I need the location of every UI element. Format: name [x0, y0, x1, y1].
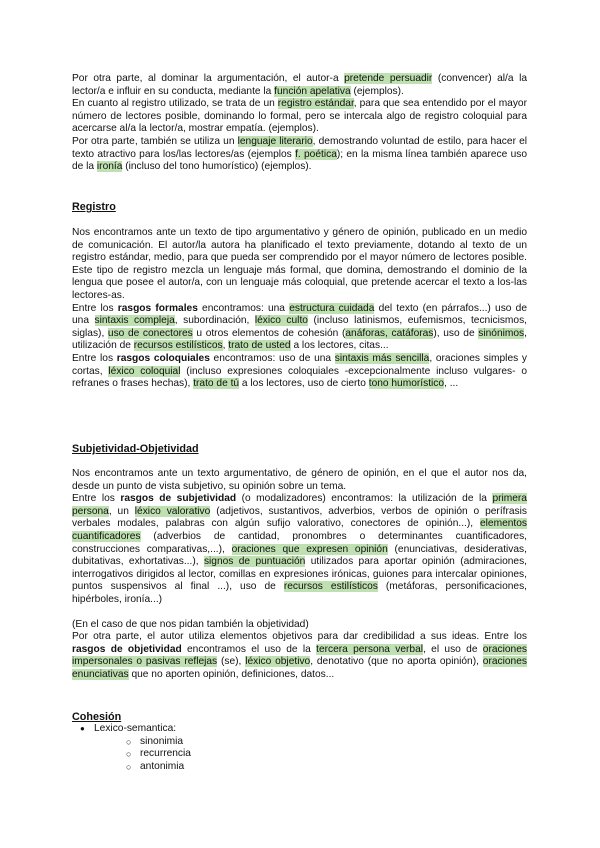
- list-item: ○ sinonimia: [94, 736, 527, 749]
- intro-paragraph-1: Por otra parte, al dominar la argumentación, el autor-a pretende persuadir (convencer) al/a la lector/a e influir en su conducta, mediante la función apelativa (ejemplos).: [72, 73, 527, 97]
- subjetividad-paragraph-3: (En el caso de que nos pidan también la objetividad): [72, 618, 309, 630]
- subjetividad-paragraph-1: Nos encontramos ante un texto argumentativo, de género de opinión, en el que el autor nos da, desde un punto de vista subjetivo, su opinión sobre un tema.: [72, 468, 527, 492]
- subjetividad-heading: Subjetividad-Objetividad: [72, 443, 199, 455]
- intro-paragraph-3: Por otra parte, también se utiliza un lenguaje literario, demostrando voluntad de estilo, para hacer el texto atractivo para los/las lectores/as (ejemplos f. poética); en la misma línea también aparece uso de la ironía (incluso del tono humorístico) (ejemplos).: [72, 135, 528, 173]
- registro-section: [72, 227, 527, 391]
- registro-paragraph-2: Entre los rasgos formales encontramos: una estructura cuidada del texto (en párrafos...) uso de una sintaxis compleja, subordinación, léxico culto (incluso latinismos, eufemismos, tecnicismos, siglas), uso de conectores u otros elementos de cohesión (anáforas, catáforas), uso de sinónimos, utilización de recursos estilísticos, trato de usted a los lectores, citas...: [72, 302, 527, 352]
- cohesion-list: [72, 723, 527, 773]
- registro-paragraph-3: Entre los rasgos coloquiales encontramos: uso de una sintaxis más sencilla, oraciones simples y cortas, léxico coloquial (incluso expresiones coloquiales -excepcionalmente incluso vulgares- o refranes o frases hechas), trato de tú a los lectores, uso de cierto tono humorístico, ...: [72, 352, 528, 390]
- subjetividad-section: [72, 468, 527, 682]
- list-item: ● Lexico-semantica: ○ sinonimia ○ recurrencia ○ antonimia: [72, 723, 527, 773]
- intro-paragraph-2: En cuanto al registro utilizado, se trata de un registro estándar, para que sea entendido por el mayor número de lectores posible, dominando lo formal, pero se intercala algo de registro coloquial para acercarse al/a la lector/a, mostrar empatía. (ejemplos).: [72, 98, 527, 135]
- subjetividad-paragraph-4: Por otra parte, el autor utiliza elementos objetivos para dar credibilidad a sus ideas. Entre los rasgos de objetividad encontramos el uso de la tercera persona verbal, el uso de oraciones impersonales o pasivas reflejas (se), léxico objetivo, denotativo (que no aporta opinión), oraciones enunciativas que no aporten opinión, definiciones, datos...: [72, 631, 527, 680]
- cohesion-heading: Cohesión: [72, 711, 122, 723]
- cohesion-section: [72, 723, 527, 773]
- intro-section: [72, 73, 527, 174]
- list-item: ○ recurrencia: [94, 748, 527, 761]
- cohesion-sublist: [94, 736, 527, 774]
- list-item: ○ antonimia: [94, 761, 527, 774]
- registro-paragraph-1: Nos encontramos ante un texto de tipo argumentativo y género de opinión, publicado en un medio de comunicación. El autor/la autora ha planificado el texto previamente, dotando al texto de un registro estándar, medio, para que pueda ser comprendido por el mayor número de lectores posible. Este tipo de registro mezcla un lenguaje más formal, que domina, demostrando el dominio de la lengua que posee el autor/a, con un lenguaje más coloquial, que pretende acercar el texto a los-las lectores-as.: [72, 227, 527, 301]
- subjetividad-paragraph-2: Entre los rasgos de subjetividad (o modalizadores) encontramos: la utilización de la primera persona, un léxico valorativo (adjetivos, sustantivos, adverbios, verbos de opinión o perífrasis verbales modales, palabras con algún sufijo valorativo, conectores de opinión...), elementos cuantificadores (adverbios de cantidad, pronombres o determinantes cuantificadores, construcciones comparativas,...), oraciones que expresen opinión (enunciativas, desiderativas, dubitativas, exhortativas...), signos de puntuación utilizados para aportar opinión (admiraciones, interrogativos dirigidos al lector, comillas en expresiones irónicas, guiones para intercalar opiniones, puntos suspensivos al final ...), uso de recursos estilísticos (metáforas, personificaciones, hipérboles, ironía...): [72, 493, 528, 605]
- registro-heading: Registro: [72, 201, 116, 213]
